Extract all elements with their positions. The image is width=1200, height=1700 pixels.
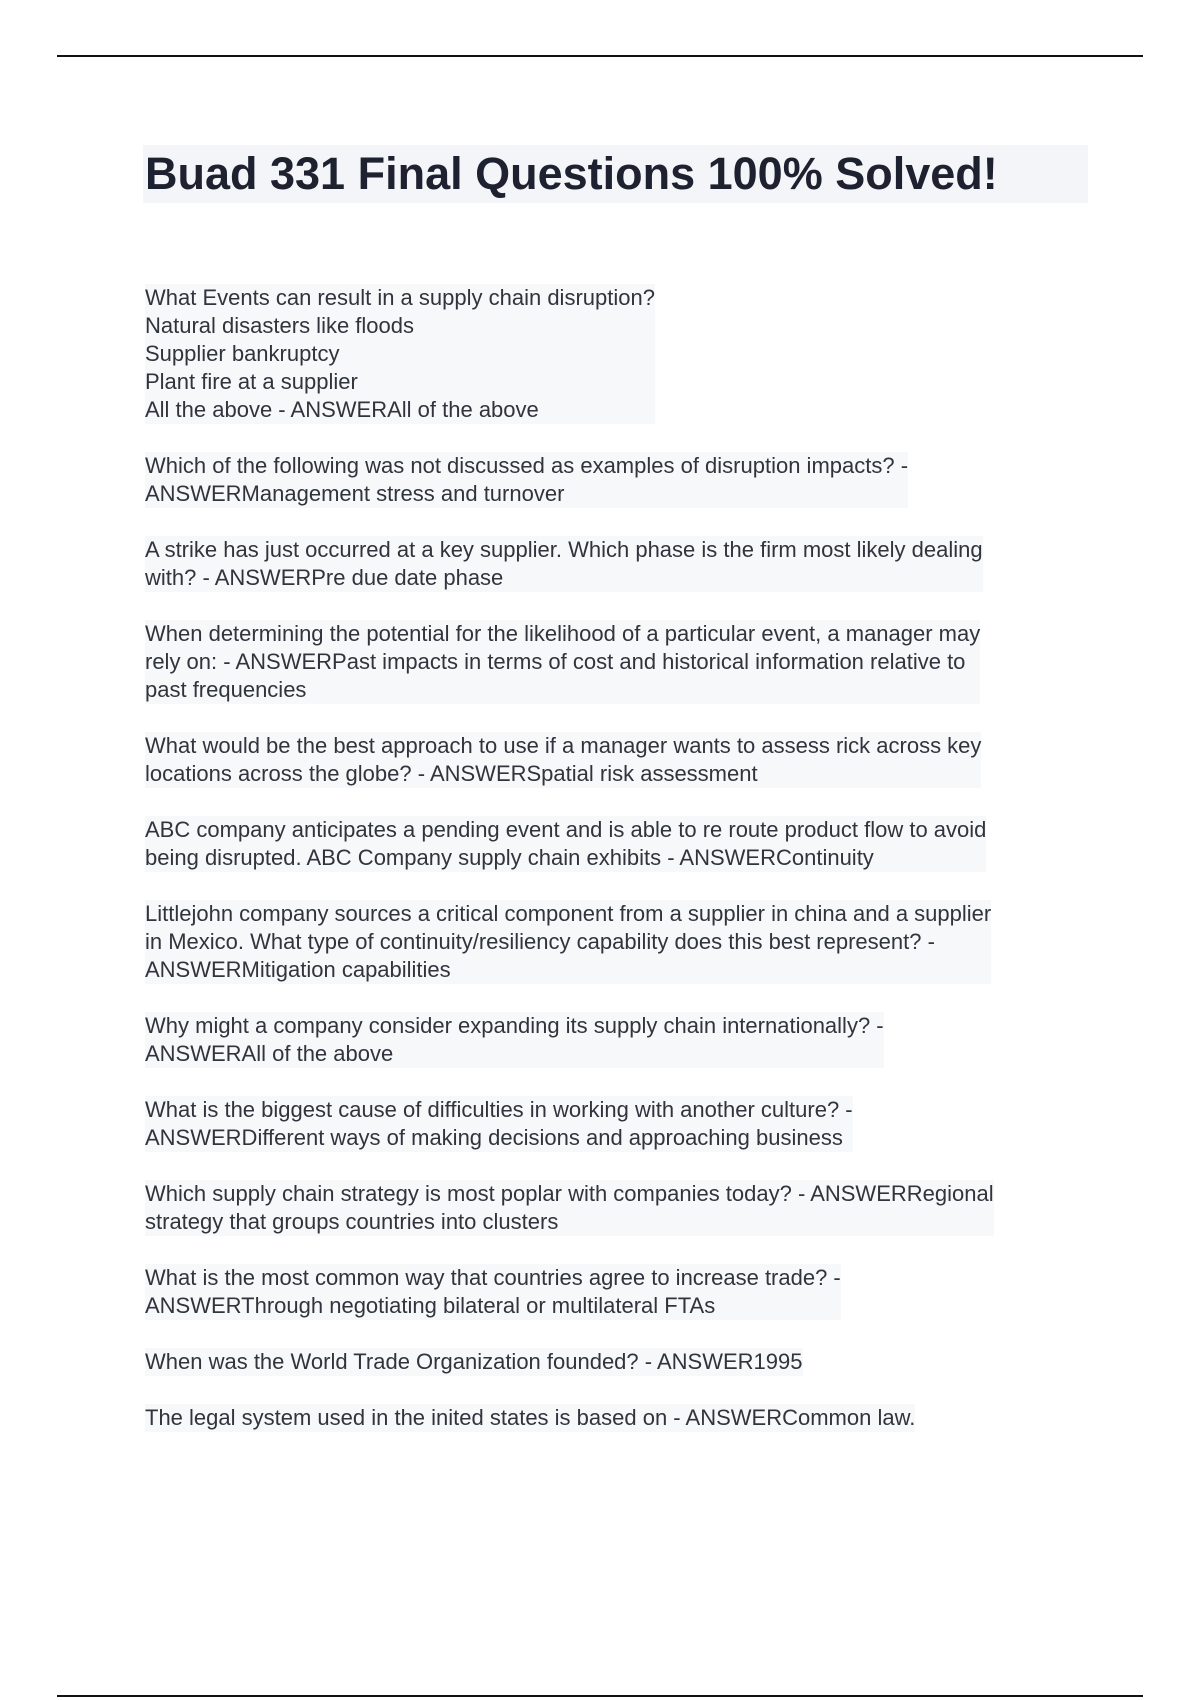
qa-item <box>145 732 1090 788</box>
qa-item <box>145 284 1090 424</box>
qa-line: Why might a company consider expanding its supply chain internationally? - <box>145 1013 884 1038</box>
qa-item <box>145 452 1090 508</box>
qa-line: A strike has just occurred at a key supplier. Which phase is the firm most likely dealing <box>145 537 983 562</box>
qa-item <box>145 1012 1090 1068</box>
qa-line: with? - ANSWERPre due date phase <box>145 565 504 590</box>
qa-line: in Mexico. What type of continuity/resiliency capability does this best represent? - <box>145 929 935 954</box>
qa-line: What Events can result in a supply chain disruption? <box>145 285 655 310</box>
qa-line: past frequencies <box>145 677 307 702</box>
qa-line: What would be the best approach to use if a manager wants to assess rick across key <box>145 733 982 758</box>
qa-line: ABC company anticipates a pending event and is able to re route product flow to avoid <box>145 817 987 842</box>
qa-line: When determining the potential for the likelihood of a particular event, a manager may <box>145 621 981 646</box>
qa-line: ANSWERManagement stress and turnover <box>145 481 565 506</box>
qa-line: Supplier bankruptcy <box>145 341 340 366</box>
qa-item <box>145 816 1090 872</box>
qa-line: ANSWERDifferent ways of making decisions and approaching business <box>145 1125 843 1150</box>
qa-line: The legal system used in the inited states is based on - ANSWERCommon law. <box>145 1405 916 1430</box>
qa-line: What is the most common way that countries agree to increase trade? - <box>145 1265 841 1290</box>
qa-line: Which of the following was not discussed as examples of disruption impacts? - <box>145 453 909 478</box>
qa-line: ANSWERThrough negotiating bilateral or multilateral FTAs <box>145 1293 716 1318</box>
qa-line: rely on: - ANSWERPast impacts in terms of cost and historical information relative to <box>145 649 966 674</box>
qa-list <box>145 284 1090 1460</box>
title-block <box>143 145 1088 203</box>
qa-item <box>145 1264 1090 1320</box>
qa-line: ANSWERMitigation capabilities <box>145 957 451 982</box>
header-rule <box>57 55 1143 57</box>
qa-item <box>145 1404 1090 1432</box>
qa-item <box>145 536 1090 592</box>
qa-item <box>145 1096 1090 1152</box>
qa-line: being disrupted. ABC Company supply chain exhibits - ANSWERContinuity <box>145 845 874 870</box>
qa-item <box>145 1348 1090 1376</box>
qa-line: Natural disasters like floods <box>145 313 415 338</box>
qa-item <box>145 620 1090 704</box>
qa-line: Which supply chain strategy is most poplar with companies today? - ANSWERRegional <box>145 1181 994 1206</box>
footer-rule <box>57 1695 1143 1697</box>
qa-line: Littlejohn company sources a critical component from a supplier in china and a supplier <box>145 901 992 926</box>
qa-line: ANSWERAll of the above <box>145 1041 394 1066</box>
qa-item <box>145 1180 1090 1236</box>
qa-item <box>145 900 1090 984</box>
qa-line: strategy that groups countries into clusters <box>145 1209 559 1234</box>
qa-line: When was the World Trade Organization founded? - ANSWER1995 <box>145 1349 803 1374</box>
qa-line: Plant fire at a supplier <box>145 369 358 394</box>
qa-line: locations across the globe? - ANSWERSpatial risk assessment <box>145 761 758 786</box>
qa-line: All the above - ANSWERAll of the above <box>145 397 539 422</box>
qa-line: What is the biggest cause of difficulties in working with another culture? - <box>145 1097 853 1122</box>
page-title: Buad 331 Final Questions 100% Solved! <box>145 148 998 199</box>
